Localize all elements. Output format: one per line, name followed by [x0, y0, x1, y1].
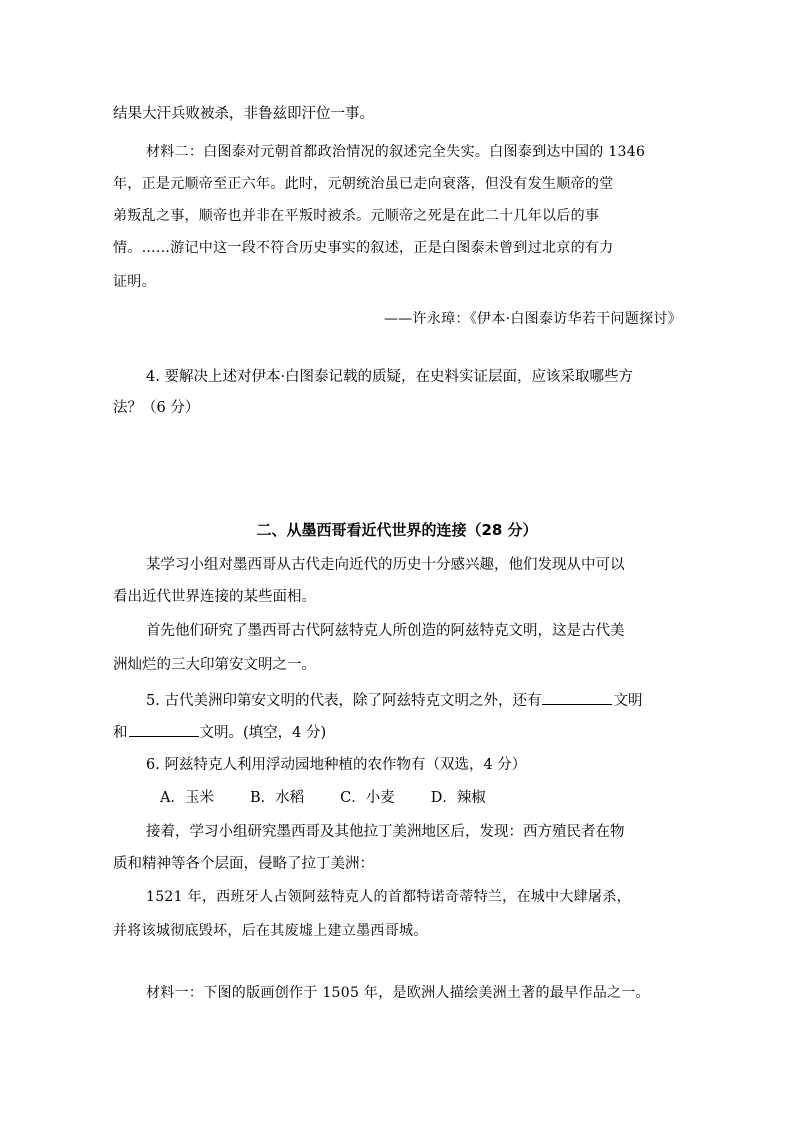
material-line: 并将该城彻底毁坏，后在其废墟上建立墨西哥城。 [113, 923, 428, 939]
paragraph-line: 看出近代世界连接的某些面相。 [113, 589, 316, 605]
question-5-text: 和 [113, 725, 128, 741]
material-2-line: 年，正是元顺帝至正六年。此时，元朝统治虽已走向衰落，但没有发生顺帝的堂 [113, 176, 614, 192]
material-line: 1521 年，西班牙人占领阿兹特克人的首都特诺奇蒂特兰，在城中大肆屠杀， [146, 889, 631, 905]
paragraph-line: 接着，学习小组研究墨西哥及其他拉丁美洲地区后，发现：西方殖民者在物 [146, 824, 625, 840]
question-5 [146, 690, 716, 711]
question-5-text: 文明。(填空，4 分) [199, 725, 327, 741]
material-2-line: 证明。 [113, 274, 156, 290]
question-6: 6. 阿兹特克人利用浮动园地种植的农作物有（双选，4 分） [146, 757, 527, 773]
answer-blank[interactable] [542, 690, 612, 705]
material-2-line: 弟叛乱之事，顺帝也并非在平叛时被杀。元顺帝之死是在此二十几年以后的事 [113, 208, 600, 224]
source-citation: ——许永璋：《伊本·白图泰访华若干问题探讨》 [383, 311, 682, 327]
question-4: 4. 要解决上述对伊本·白图泰记载的质疑，在史料实证层面，应该采取哪些方 [146, 369, 634, 385]
question-5-text: 5. 古代美洲印第安文明的代表，除了阿兹特克文明之外，还有 [146, 693, 542, 709]
question-6-options [160, 788, 730, 808]
paragraph-line: 质和精神等各个层面，侵略了拉丁美洲： [113, 856, 374, 872]
option-d[interactable]: D．辣椒 [430, 790, 486, 806]
option-a[interactable]: A．玉米 [160, 790, 214, 806]
answer-blank[interactable] [129, 722, 199, 737]
question-5-cont [113, 722, 683, 743]
option-c[interactable]: C．小麦 [340, 790, 395, 806]
question-5-text: 文明 [613, 693, 643, 709]
text-line: 结果大汗兵败被杀，非鲁兹即汗位一事。 [113, 106, 374, 122]
question-4-cont: 法？（6 分） [113, 400, 200, 416]
paragraph-line: 某学习小组对墨西哥从古代走向近代的历史十分感兴趣，他们发现从中可以 [146, 557, 625, 573]
paragraph-line: 首先他们研究了墨西哥古代阿兹特克人所创造的阿兹特克文明，这是古代美 [146, 623, 625, 639]
paragraph-line: 洲灿烂的三大印第安文明之一。 [113, 657, 316, 673]
section-heading: 二、从墨西哥看近代世界的连接（28 分） [256, 521, 538, 539]
material-1-line: 材料一：下图的版画创作于 1505 年，是欧洲人描绘美洲土著的最早作品之一。 [146, 985, 650, 1001]
material-2-line: 材料二：白图泰对元朝首都政治情况的叙述完全失实。白图泰到达中国的 1346 [146, 144, 646, 160]
option-b[interactable]: B．水稻 [249, 790, 305, 806]
material-2-line: 情。……游记中这一段不符合历史事实的叙述，正是白图泰未曾到过北京的有力 [113, 240, 614, 256]
